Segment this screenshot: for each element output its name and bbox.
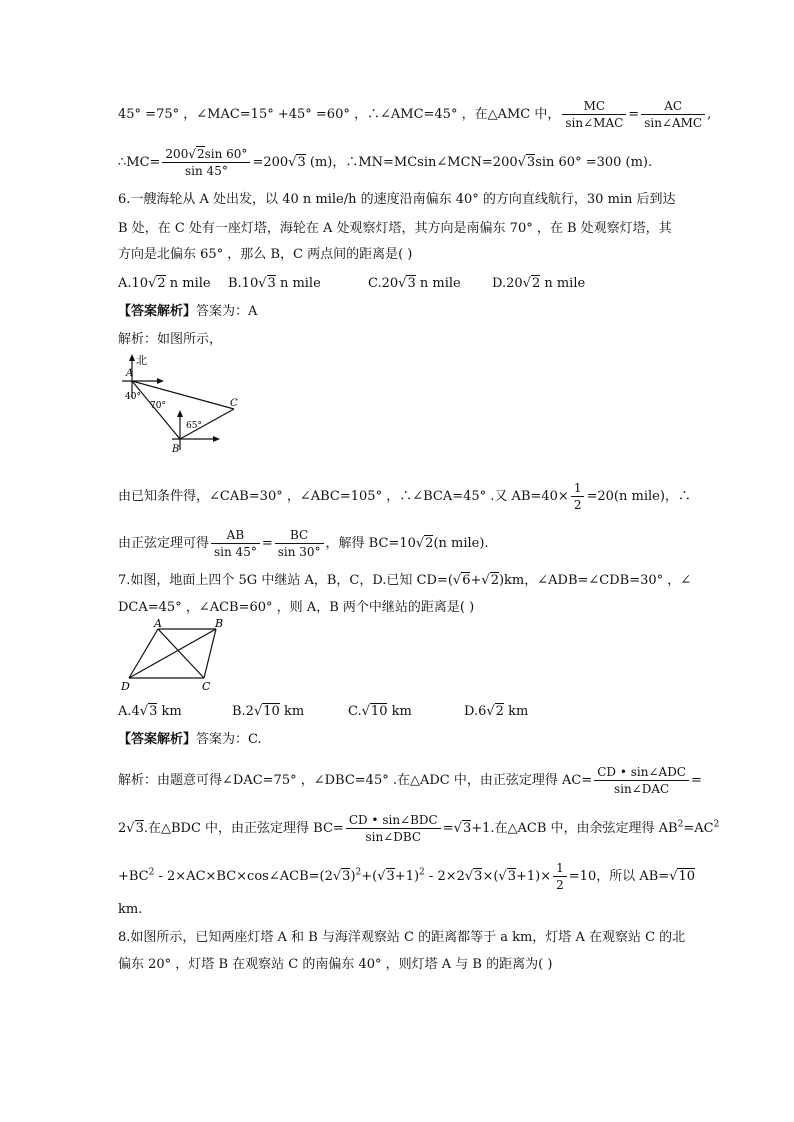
text: (m)，∴MN=MCsin∠MCN=200 bbox=[305, 155, 518, 170]
fraction-numerator: 1 bbox=[571, 480, 585, 497]
north-arrow-b bbox=[177, 410, 183, 417]
option-b: B.10√3 n mile bbox=[228, 276, 321, 291]
text: 2 bbox=[118, 821, 127, 836]
question-7-line: 7.如图，地面上四个 5G 中继站 A，B，C，D.已知 CD=(√6+√2)km，∠ADB=∠CDB=30° ，∠ bbox=[118, 573, 692, 588]
option-d: D.6√2 km bbox=[464, 704, 529, 719]
text: A.10 bbox=[118, 276, 149, 291]
text: - 2×AC×BC×cos∠ACB=(2 bbox=[154, 869, 333, 884]
sqrt: 6 bbox=[462, 573, 471, 588]
text: D.6 bbox=[464, 704, 487, 719]
superscript: 2 bbox=[355, 867, 362, 878]
fraction-numerator: AC bbox=[641, 98, 705, 115]
segment-bc bbox=[204, 629, 216, 678]
fraction bbox=[346, 812, 441, 845]
answer-text: 答案为：C. bbox=[196, 732, 262, 747]
text: +1) bbox=[394, 869, 420, 884]
text: n mile bbox=[275, 276, 321, 291]
text: sin 60° =300 (m). bbox=[535, 155, 653, 170]
label-a: A bbox=[126, 368, 134, 379]
text: +1.在△ACB 中，由余弦定理得 AB bbox=[471, 821, 678, 836]
sqrt: 3 bbox=[267, 276, 276, 291]
text: =200 bbox=[252, 155, 289, 170]
east-arrow-b bbox=[213, 436, 220, 442]
fraction-denominator: 2 bbox=[556, 878, 564, 892]
question-8-line: 偏东 20° ，灯塔 B 在观察站 C 的南偏东 40° ，则灯塔 A 与 B 的距离为( ) bbox=[118, 957, 553, 972]
text: 由正弦定理可得 bbox=[118, 536, 210, 551]
figure-7-diagram bbox=[118, 618, 238, 694]
text: , bbox=[707, 107, 712, 122]
text: C.20 bbox=[368, 276, 399, 291]
option-a: A.4√3 km bbox=[118, 704, 182, 719]
segment-ac bbox=[132, 381, 234, 409]
fraction-denominator: sin∠DAC bbox=[613, 782, 670, 796]
option-d: D.20√2 n mile bbox=[492, 276, 586, 291]
text: +( bbox=[361, 869, 378, 884]
text: ) bbox=[350, 869, 356, 884]
north-arrow bbox=[129, 354, 135, 361]
text: n mile bbox=[540, 276, 586, 291]
label-c: C bbox=[202, 680, 211, 693]
sqrt: 3 bbox=[407, 276, 416, 291]
text: 由已知条件得，∠CAB=30° ，∠ABC=105° ，∴∠BCA=45° .又 AB=40× bbox=[118, 489, 569, 504]
sqrt: 3 bbox=[474, 869, 483, 884]
text: = bbox=[628, 107, 640, 122]
sqrt: 2 bbox=[495, 704, 504, 719]
text-line: ∴MC= $\frac{200√2\sin 60^\circ}{\sin 45^\circ}$ =200√3 (m)，∴MN=MCsin∠MCN=200√3sin 60° =300 (m). bbox=[118, 147, 653, 178]
question-8-line: 8.如图所示，已知两座灯塔 A 和 B 与海洋观察站 C 的距离都等于 a km，灯塔 A 在观察站 C 的北 bbox=[118, 930, 686, 945]
answer-text: 答案为：A bbox=[196, 304, 258, 319]
sqrt: 2 bbox=[490, 573, 499, 588]
text: =10，所以 AB= bbox=[568, 869, 670, 884]
fraction bbox=[275, 527, 324, 560]
text: sin 60° bbox=[204, 147, 248, 161]
solution-7-line bbox=[118, 764, 702, 797]
text: B.10 bbox=[228, 276, 259, 291]
label-c: C bbox=[230, 398, 238, 409]
figure-6-diagram bbox=[118, 352, 248, 460]
fraction bbox=[162, 146, 250, 179]
text: n mile bbox=[165, 276, 211, 291]
fraction-numerator: MC bbox=[562, 98, 626, 115]
solution-6-line bbox=[118, 480, 691, 513]
label-a: A bbox=[154, 618, 162, 630]
sqrt: 10 bbox=[678, 869, 696, 884]
option-c: C.√10 km bbox=[348, 704, 412, 719]
fraction-numerator: CD • sin∠BDC bbox=[346, 812, 441, 829]
solution-7-line: km. bbox=[118, 902, 143, 917]
superscript: 2 bbox=[419, 867, 425, 878]
text: =20(n mile)，∴ bbox=[586, 489, 691, 504]
sqrt: 10 bbox=[263, 704, 280, 719]
fraction-denominator: 2 bbox=[573, 498, 582, 512]
fraction-numerator: AB bbox=[211, 527, 260, 544]
superscript: 2 bbox=[148, 867, 155, 878]
label-angle-70: 70° bbox=[150, 401, 166, 411]
text: + bbox=[470, 573, 482, 588]
fraction bbox=[641, 98, 705, 131]
text: = bbox=[691, 773, 702, 788]
fraction-numerator: CD • sin∠ADC bbox=[594, 764, 689, 781]
option-a: A.10√2 n mile bbox=[118, 276, 211, 291]
solution-7-line: 2√3.在△BDC 中，由正弦定理得 BC= $\frac{\text{CD • sin∠BDC}}{\text{sin∠DBC}}$ =√3+1.在△ACB 中，由余弦定理得 $AB^2=AC^2$ bbox=[118, 813, 720, 844]
text: A.4 bbox=[118, 704, 140, 719]
text: (n mile). bbox=[433, 536, 489, 551]
text: +1)× bbox=[516, 869, 552, 884]
sqrt: 2 bbox=[157, 276, 166, 291]
text: B.2 bbox=[232, 704, 254, 719]
solution-6-line: 由正弦定理可得 $\frac{AB}{\sin 45^\circ}$ = $\frac{BC}{\sin 30^\circ}$ ，解得 BC=10√2(n mile). bbox=[118, 528, 489, 559]
question-6-line: 方向是北偏东 65° ，那么 B，C 两点间的距离是( ) bbox=[118, 247, 413, 262]
text: 解析：由题意可得∠DAC=75° ，∠DBC=45° .在△ADC 中，由正弦定理得 AC= bbox=[118, 773, 593, 788]
label-angle-65: 65° bbox=[186, 421, 202, 431]
fraction-denominator: sin 45° bbox=[185, 164, 228, 178]
fraction bbox=[594, 764, 689, 797]
sqrt: 3 bbox=[135, 821, 144, 836]
text: 7.如图，地面上四个 5G 中继站 A，B，C，D.已知 CD=( bbox=[118, 573, 453, 588]
text-line bbox=[118, 98, 711, 131]
fraction-numerator: BC bbox=[275, 527, 324, 544]
sqrt: 3 bbox=[342, 869, 351, 884]
fraction-numerator: 200√2sin 60° bbox=[162, 146, 250, 163]
text: +BC bbox=[118, 869, 149, 884]
text: 45° =75° ，∠MAC=15° +45° =60° ，∴∠AMC=45° ，在△AMC 中， bbox=[118, 107, 561, 122]
sqrt: 3 bbox=[462, 821, 472, 836]
fraction bbox=[562, 98, 626, 131]
text: ×( bbox=[482, 869, 499, 884]
text: 200 bbox=[165, 147, 189, 161]
text: = bbox=[442, 821, 454, 836]
text: =AC bbox=[683, 821, 714, 836]
text: km bbox=[387, 704, 412, 719]
question-6-line: 6.一艘海轮从 A 处出发，以 40 n mile/h 的速度沿南偏东 40° 的方向直线航行，30 min 后到达 bbox=[118, 192, 676, 207]
fraction bbox=[571, 480, 585, 513]
segment-ac bbox=[158, 629, 204, 678]
text: = bbox=[261, 536, 273, 551]
question-7-options bbox=[118, 702, 529, 722]
fraction-denominator: sin∠MAC bbox=[565, 116, 624, 130]
sqrt: 10 bbox=[370, 704, 388, 719]
solution-7-line: $+BC^2$ - $2\times AC\times BC\times\cos\angle ACB=(2√3)^2+(√3+1)^2 - 2\times 2√3\times(√3+1)\times$ $\frac{1}{2}$ =10，所以 AB=√10 bbox=[118, 861, 696, 892]
sqrt: 3 bbox=[297, 155, 306, 170]
text: ，解得 BC=10 bbox=[325, 536, 416, 551]
option-c: C.20√3 n mile bbox=[368, 276, 461, 291]
fraction-denominator: sin 30° bbox=[277, 545, 321, 559]
superscript: 2 bbox=[677, 819, 684, 830]
sqrt: 2 bbox=[196, 147, 205, 161]
fraction-numerator: 1 bbox=[553, 860, 567, 877]
sqrt: 3 bbox=[526, 155, 536, 170]
segment-db bbox=[129, 629, 216, 678]
label-b: B bbox=[215, 618, 224, 630]
segment-da bbox=[129, 629, 158, 678]
answer-6 bbox=[118, 302, 257, 322]
label-angle-40: 40° bbox=[125, 392, 141, 402]
question-6-line: B 处，在 C 处有一座灯塔，海轮在 A 处观察灯塔，其方向是南偏东 70° ，在 B 处观察灯塔，其 bbox=[118, 221, 672, 236]
superscript: 2 bbox=[713, 819, 720, 830]
text: ∴MC= bbox=[118, 155, 161, 170]
label-north: 北 bbox=[136, 354, 147, 367]
text: C. bbox=[348, 704, 362, 719]
text: km bbox=[279, 704, 305, 719]
label-b: B bbox=[172, 444, 180, 455]
fraction bbox=[553, 860, 567, 893]
text: n mile bbox=[415, 276, 461, 291]
answer-tag: 【答案解析】 bbox=[118, 732, 197, 747]
sqrt: 2 bbox=[531, 276, 541, 291]
answer-7 bbox=[118, 730, 262, 750]
fraction-denominator: sin 45° bbox=[214, 545, 257, 559]
text: km bbox=[157, 704, 182, 719]
text: .在△BDC 中，由正弦定理得 BC= bbox=[143, 821, 344, 836]
text: - 2×2 bbox=[424, 869, 465, 884]
sqrt: 3 bbox=[507, 869, 516, 884]
option-b: B.2√10 km bbox=[232, 704, 305, 719]
question-6-options bbox=[118, 274, 586, 294]
question-7-line: DCA=45° ，∠ACB=60° ，则 A，B 两个中继站的距离是( ) bbox=[118, 600, 475, 615]
fraction bbox=[211, 527, 260, 560]
sqrt: 3 bbox=[386, 869, 395, 884]
east-arrow-a bbox=[157, 378, 164, 384]
fraction-denominator: sin∠AMC bbox=[644, 116, 703, 130]
sqrt: 3 bbox=[149, 704, 158, 719]
answer-tag: 【答案解析】 bbox=[118, 304, 197, 319]
solution-6-intro: 解析：如图所示， bbox=[118, 332, 223, 347]
text: D.20 bbox=[492, 276, 523, 291]
sqrt: 2 bbox=[425, 536, 434, 551]
label-d: D bbox=[121, 680, 130, 693]
text: km bbox=[503, 704, 529, 719]
fraction-denominator: sin∠DBC bbox=[365, 830, 422, 844]
text: )km，∠ADB=∠CDB=30° ，∠ bbox=[498, 573, 692, 588]
